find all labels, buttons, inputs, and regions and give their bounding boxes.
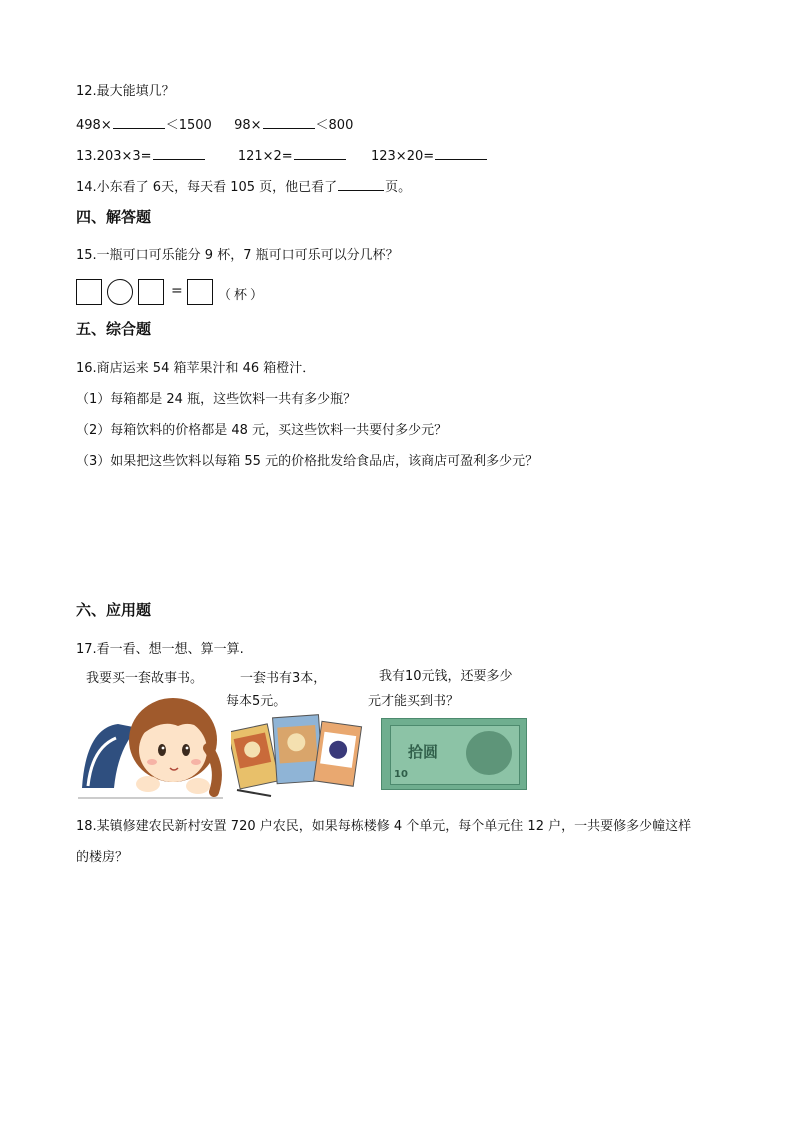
q17-bubble-3-line-2: 元才能买到书？ xyxy=(368,694,460,709)
ten-yuan-banknote xyxy=(381,718,527,790)
q13-blank-2[interactable] xyxy=(294,146,346,160)
q15-equals: = xyxy=(171,283,183,299)
q12-expr1-right: ＜1500 xyxy=(165,118,212,133)
q12-expressions xyxy=(76,115,353,135)
q13-expressions xyxy=(76,146,488,166)
q16-sub-2: （2）每箱饮料的价格都是 48 元，买这些饮料一共要付多少元？ xyxy=(76,423,448,438)
q13-blank-1[interactable] xyxy=(153,146,205,160)
q12-expr2-left: 98× xyxy=(234,118,262,133)
q14-text xyxy=(76,177,411,197)
q15-box-2[interactable] xyxy=(138,279,164,305)
q16-sub-3: （3）如果把这些饮料以每箱 55 元的价格批发给食品店，该商店可盈利多少元？ xyxy=(76,454,539,469)
q18-line-2: 的楼房？ xyxy=(76,850,129,865)
banknote-value-text: 拾圆 xyxy=(408,743,439,761)
q12-blank-1[interactable] xyxy=(113,115,165,129)
q14-text-before: 14.小东看了 6天，每天看 105 页，他已看了 xyxy=(76,180,338,195)
q13-expr3: 123×20= xyxy=(370,149,435,164)
q15-text: 15.一瓶可口可乐能分 9 杯，7 瓶可口可乐可以分几杯？ xyxy=(76,248,399,263)
q12-title: 12.最大能填几？ xyxy=(76,84,175,99)
q16-text: 16.商店运来 54 箱苹果汁和 46 箱橙汁． xyxy=(76,361,316,376)
section-4-title: 四、解答题 xyxy=(76,208,152,226)
q15-operator-circle[interactable] xyxy=(107,279,133,305)
q17-bubble-1: 我要买一套故事书。 xyxy=(86,671,204,686)
girl-reading-illustration xyxy=(78,688,223,800)
banknote-number: 10 xyxy=(394,769,408,780)
q15-box-1[interactable] xyxy=(76,279,102,305)
story-books-illustration xyxy=(231,712,363,798)
q15-unit: （杯） xyxy=(218,288,267,303)
q14-blank[interactable] xyxy=(338,177,384,191)
q17-text: 17.看一看、想一想、算一算. xyxy=(76,642,244,657)
q13-blank-3[interactable] xyxy=(435,146,487,160)
q17-bubble-2-line-1: 一套书有3本， xyxy=(240,671,327,686)
q18-line-1: 18.某镇修建农民新村安置 720 户农民，如果每栋楼修 4 个单元，每个单元住 12 户，一共要修多少幢这样 xyxy=(76,819,692,834)
section-6-title: 六、应用题 xyxy=(76,601,152,619)
q13-expr2: 121×2= xyxy=(237,149,293,164)
q12-expr1-left: 498× xyxy=(76,118,112,133)
section-5-title: 五、综合题 xyxy=(76,320,152,338)
q13-expr1: 13.203×3= xyxy=(76,149,152,164)
q12-blank-2[interactable] xyxy=(263,115,315,129)
q15-answer-box[interactable] xyxy=(187,279,213,305)
q17-bubble-2-line-2: 每本5元。 xyxy=(226,694,287,709)
q12-expr2-right: ＜800 xyxy=(315,118,354,133)
q17-bubble-3-line-1: 我有10元钱，还要多少 xyxy=(379,669,513,684)
q14-text-after: 页。 xyxy=(385,180,412,195)
q16-sub-1: （1）每箱都是 24 瓶，这些饮料一共有多少瓶？ xyxy=(76,392,357,407)
banknote-portrait xyxy=(466,731,512,775)
